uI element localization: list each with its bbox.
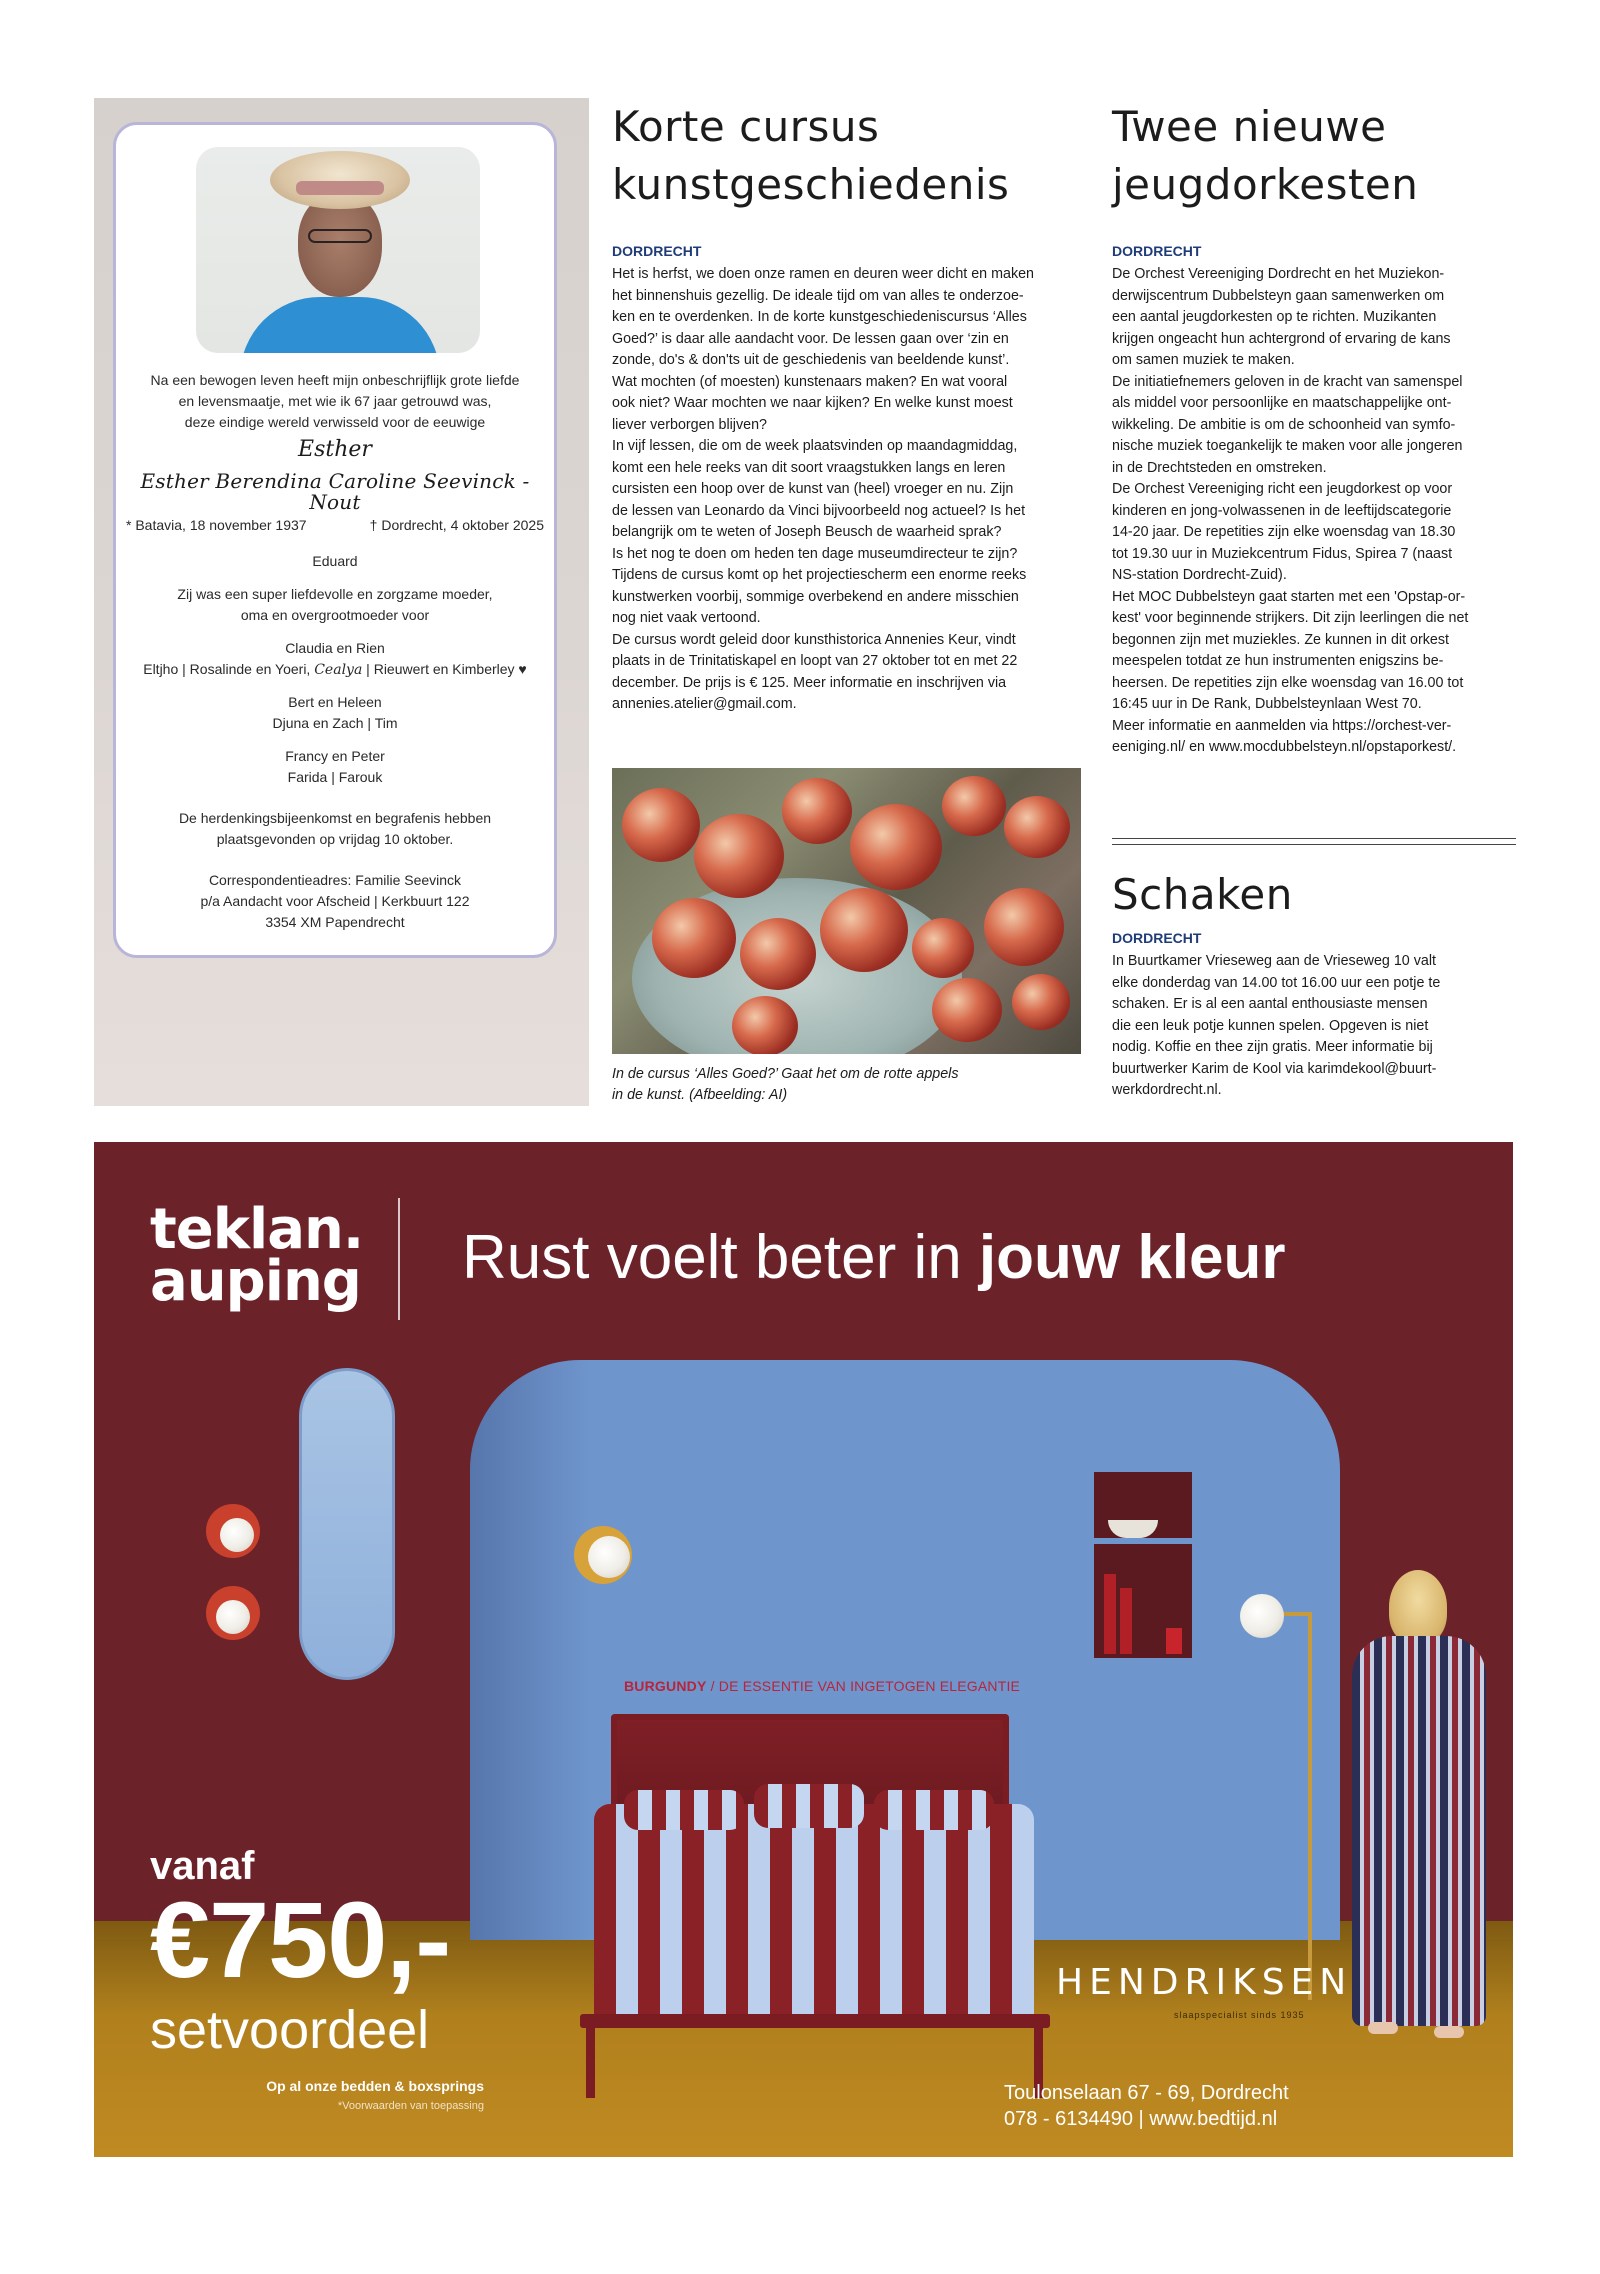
obituary-portrait <box>196 147 480 353</box>
store-contact[interactable]: 078 - 6134490 | www.bedtijd.nl <box>1004 2108 1278 2130</box>
logo-divider <box>398 1198 400 1320</box>
rotten-apples-painting <box>612 768 1081 1054</box>
oval-mirror <box>299 1368 395 1680</box>
offer-price: €750,- <box>150 1879 451 2000</box>
offer-note: Op al onze bedden & boxsprings <box>266 2078 484 2094</box>
ad-slogan: Rust voelt beter in jouw kleur <box>462 1223 1286 1292</box>
article-art-body: Het is herfst, we doen onze ramen en deuren weer dicht en maken het binnenshuis gezellig. De ideale tijd om van alles te onderzoe- ken en te overdenken. In de korte kunstgeschiedeniscursus ‘Alles Goed?’ is daar alle aandacht voor. De lessen gaan over ‘zin en zonde, do's & don'ts uit de geschiedenis van beeldende kunst’. Wat mochten (of moesten) kunstenaars maken? En wat vooral ook niet? Waar mochten we naar kijken? En welke kunst moest liever verborgen blijven? In vijf lessen, die om de week plaatsvinden op maandagmiddag, komt een hele reeks van dit soort vraagstukken langs en leren cursisten een hoop over de kunst van (heel) vroeger en nu. Zijn de lessen van Leonardo da Vinci bijvoorbeeld nog actueel? Is het belangrijk om te weten of Joseph Beusch de waarheid sprak? Is het nog te doen om heden ten dage museumdirecteur te zijn? Tijdens de cursus komt op het projectiescherm een enorme reeks kunstwerken voorbij, sommige overbekend en andere misschien nog niet vaak vertoond. De cursus wordt geleid door kunsthistorica Annenies Keur, vindt plaats in de Trinitatiskapel en loopt van 27 oktober tot en met 22 december. De prijs is € 125. Meer informatie en inschrijven via annenies.atelier@gmail.com. <box>612 266 1034 712</box>
article-orchestra-dateline: DORDRECHT <box>1112 243 1202 259</box>
obituary-first-name: Esther <box>298 437 372 462</box>
obituary-born: * Batavia, 18 november 1937 <box>126 517 307 533</box>
article-chess-body: In Buurtkamer Vrieseweg aan de Vrieseweg 10 valt elke donderdag van 14.00 tot 16.00 uur een potje te schaken. Er is al een aantal enthousiaste mensen die een leuk potje kunnen spelen. Opgeven is niet nodig. Koffie en thee zijn gratis. Meer informatie bij buurtwerker Karim de Kool via karimdekool@buurt- werkdordrecht.nl. <box>1112 953 1441 1098</box>
obituary-died: † Dordrecht, 4 oktober 2025 <box>369 517 544 533</box>
article-art-dateline: DORDRECHT <box>612 243 702 259</box>
obituary-tribute: Zij was een super liefdevolle en zorgzame moeder, oma en overgrootmoeder voor <box>177 586 493 623</box>
store-address: Toulonselaan 67 - 69, Dordrecht <box>1004 2082 1289 2104</box>
article-chess-headline: Schaken <box>1112 870 1293 919</box>
obituary-correspondence: Correspondentieadres: Familie Seevinck p/a Aandacht voor Afscheid | Kerkbuurt 122 3354 XM Papendrecht <box>200 872 470 930</box>
bed-frame <box>580 2014 1050 2028</box>
obituary-intro: Na een bewogen leven heeft mijn onbeschrijflijk grote liefde en levensmaatje, met wie ik 67 jaar getrouwd was, deze eindige wereld verwisseld voor de eeuwige <box>150 372 520 430</box>
obituary-card <box>113 122 557 958</box>
hendriksen-subtitle: slaapspecialist sinds 1935 <box>1174 2010 1305 2020</box>
article-chess-dateline: DORDRECHT <box>1112 930 1202 946</box>
obituary-family-1: Claudia en Rien Eltjho | Rosalinde en Yoeri, Cealya | Rieuwert en Kimberley ♥ <box>143 640 527 678</box>
ad-tagline: BURGUNDY / DE ESSENTIE VAN INGETOGEN ELEGANTIE <box>624 1678 1021 1694</box>
offer-suffix: setvoordeel <box>150 2000 430 2060</box>
pillow <box>624 1790 744 1830</box>
obituary-family-3: Francy en Peter Farida | Farouk <box>285 748 385 785</box>
pillow <box>754 1784 864 1828</box>
striped-bed <box>594 1804 1034 2018</box>
section-divider <box>1112 838 1516 839</box>
obituary-family-2: Bert en Heleen Djuna en Zach | Tim <box>272 694 398 731</box>
article-orchestra-headline: Twee nieuwe jeugdorkesten <box>1112 102 1419 209</box>
bed-advertisement[interactable] <box>94 1142 1513 2157</box>
obituary-funeral: De herdenkingsbijeenkomst en begrafenis hebben plaatsgevonden op vrijdag 10 oktober. <box>178 810 492 847</box>
hendriksen-logo: HENDRIKSEN <box>1056 1962 1353 2003</box>
teklan-auping-logo: teklan. auping <box>150 1197 364 1314</box>
wall-lamp-bulb <box>588 1536 630 1578</box>
offer-disclaimer: *Voorwaarden van toepassing <box>337 2100 484 2112</box>
model-hair <box>1389 1570 1447 1644</box>
article-art-caption: In de cursus ‘Alles Goed?’ Gaat het om de rotte appels in de kunst. (Afbeelding: AI) <box>612 1066 959 1103</box>
floor-lamp <box>1308 1614 1312 2000</box>
article-orchestra-body: De Orchest Vereeniging Dordrecht en het Muziekon- derwijscentrum Dubbelsteyn gaan samenwerken om een aantal jeugdorkesten op te richten. Muzikanten krijgen ongeacht hun achtergrond of ervaring de kans om samen muziek te maken. De initiatiefnemers geloven in de kracht van samenspel als middel voor persoonlijke en maatschappelijke ont- wikkeling. De ambitie is om de schoonheid van symfo- nische muziek toegankelijk te maken voor alle jongeren in de Drechtsteden en omstreken. De Orchest Vereeniging richt een jeugdorkest op voor kinderen en jong-volwassenen in de leeftijdscategorie 14-20 jaar. De repetities zijn elke woensdag van 18.30 tot 19.30 uur in Muziekcentrum Fidus, Spirea 7 (naast NS-station Dordrecht-Zuid). Het MOC Dubbelsteyn gaat starten met een 'Opstap-or- kest' voor beginnende strijkers. Dit zijn leerlingen die net begonnen zijn met muziekles. Ze kunnen in dit orkest meespelen totdat ze hun instrumenten enigszins be- heersen. De repetities zijn elke woensdag van 16.00 tot 16:45 uur in De Rank, Dubbelsteynlaan West 70. Meer informatie en aanmelden via https://orchest-ver- eeniging.nl/ en www.mocdubbelsteyn.nl/opstaporkest/. <box>1112 266 1469 755</box>
wall-lamp-bulb <box>220 1518 254 1552</box>
obituary-full-name: Esther Berendina Caroline Seevinck - Nout <box>140 469 530 514</box>
offer-prefix: vanaf <box>150 1844 255 1888</box>
pillow <box>874 1790 994 1830</box>
article-art-headline: Korte cursus kunstgeschiedenis <box>612 102 1010 209</box>
obituary-spouse: Eduard <box>312 553 358 569</box>
obituary-dates <box>126 515 544 536</box>
section-divider <box>1112 844 1516 845</box>
model-striped-pajamas <box>1352 1636 1486 2026</box>
